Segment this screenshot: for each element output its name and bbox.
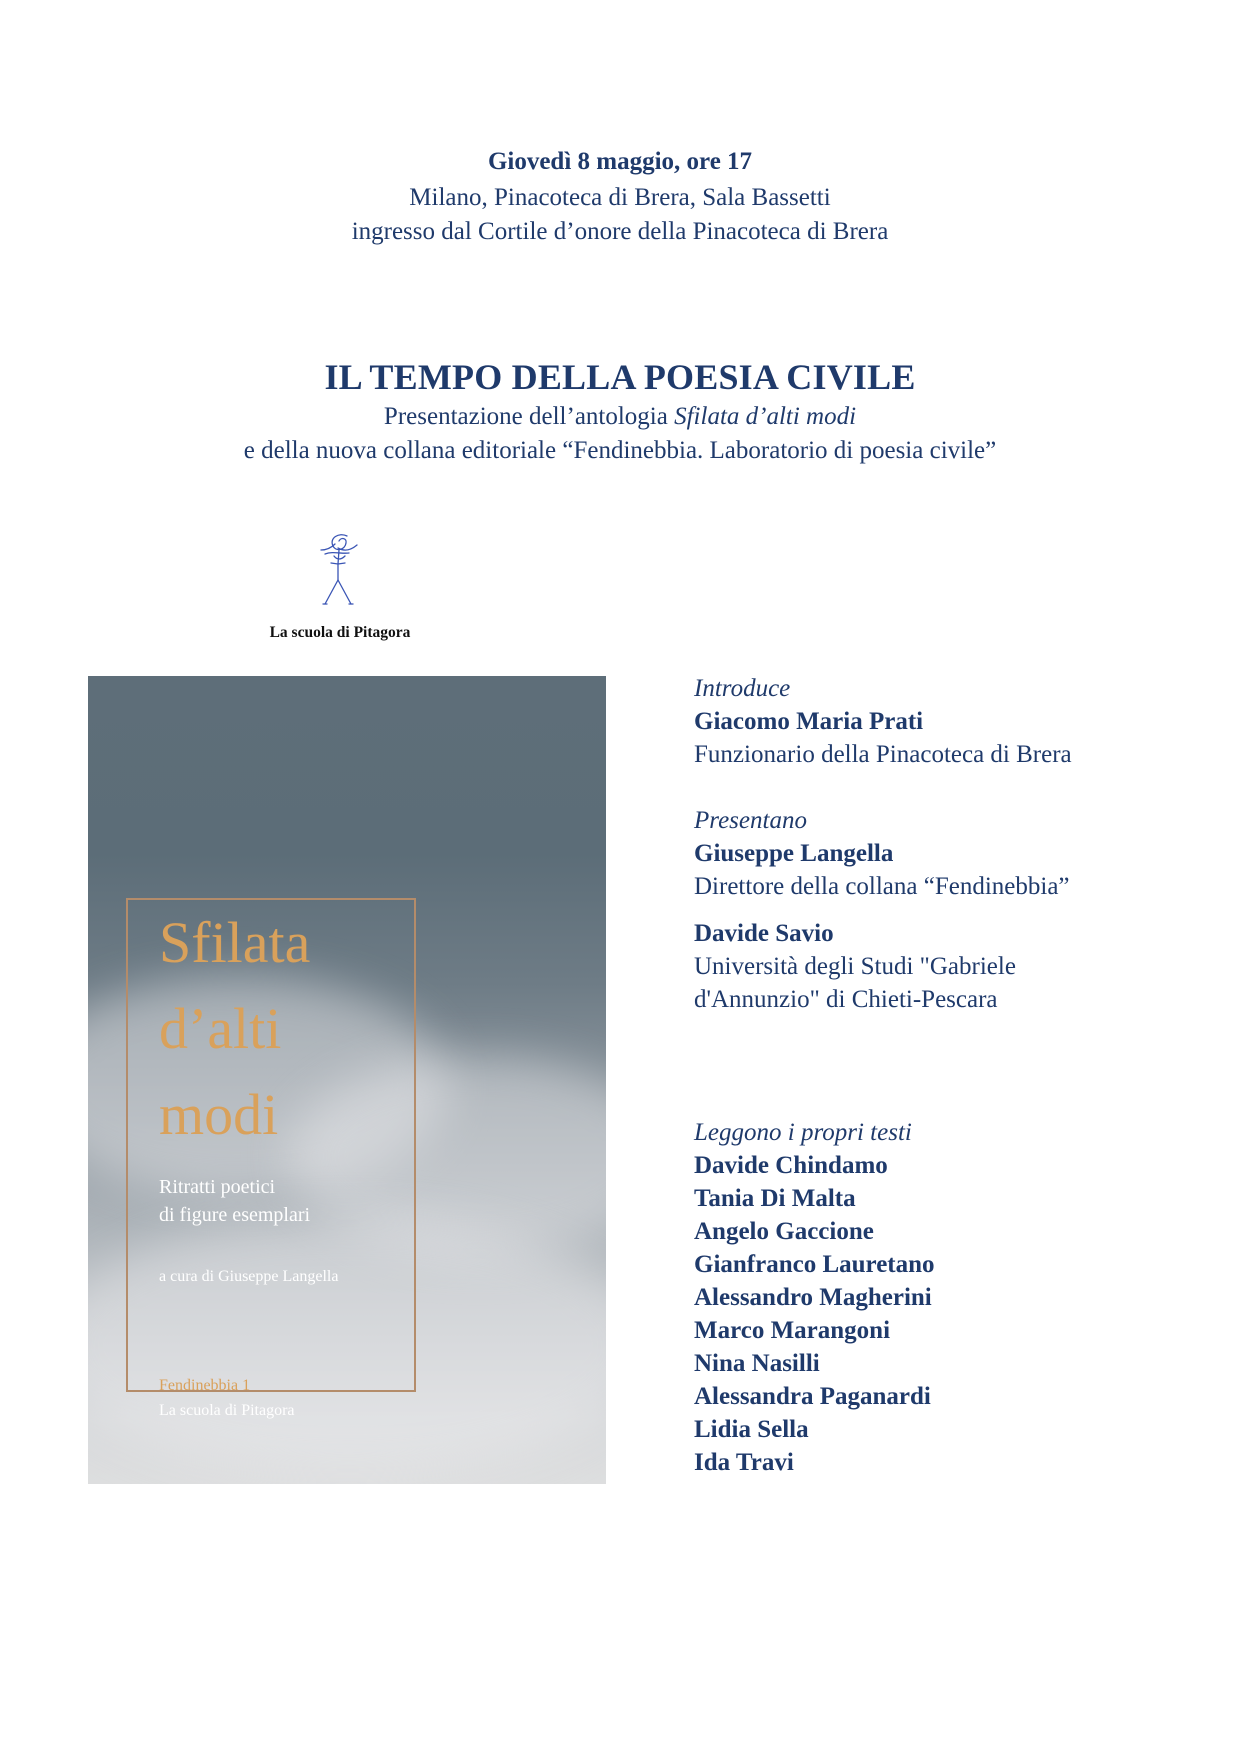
book-cover [88,676,606,1484]
event-title: IL TEMPO DELLA POESIA CIVILE [324,357,916,397]
readers-label: Leggono i propri testi [694,1119,912,1146]
cover-series: Fendinebbia 1 [159,1377,251,1394]
event-subtitle-series: e della nuova collana editoriale “Fendinebbia. Laboratorio di poesia civile” [243,437,997,464]
cover-subtitle-line: Ritratti poetici [159,1176,276,1198]
pythagoras-figure-icon [305,530,375,620]
cover-subtitle-line: di figure esemplari [159,1204,311,1226]
speaker-name: Giuseppe Langella [694,840,894,867]
event-entrance: ingresso dal Cortile d’onore della Pinacoteca di Brera [351,218,889,245]
reader-name: Alessandra Paganardi [694,1383,931,1410]
speaker-role: d'Annunzio" di Chieti-Pescara [694,986,998,1013]
cover-title-line: modi [159,1082,279,1147]
introduce-label: Introduce [694,675,791,702]
cover-title-line: Sfilata [159,910,311,975]
speaker-name: Davide Savio [694,920,834,947]
cover-publisher: La scuola di Pitagora [159,1402,295,1419]
introducer-role: Funzionario della Pinacoteca di Brera [694,741,1072,768]
reader-name: Davide Chindamo [694,1152,888,1179]
event-date: Giovedì 8 maggio, ore 17 [487,148,753,175]
reader-name: Tania Di Malta [694,1185,856,1212]
speaker-role: Università degli Studi "Gabriele [694,953,1016,980]
logo-text: La scuola di Pitagora [269,624,411,641]
presentano-label: Presentano [694,807,807,834]
reader-name: Alessandro Magherini [694,1284,932,1311]
reader-name: Gianfranco Lauretano [694,1251,935,1278]
book-title: Sfilata d’alti modi [674,403,857,430]
event-subtitle [0,400,1240,433]
reader-name: Ida Travi [694,1449,794,1476]
subtitle-prefix: Presentazione dell’antologia [383,403,675,430]
cover-editor: a cura di Giuseppe Langella [159,1268,339,1285]
reader-name: Lidia Sella [694,1416,809,1443]
event-venue: Milano, Pinacoteca di Brera, Sala Bassetti [409,184,831,211]
speaker-role: Direttore della collana “Fendinebbia” [694,873,1070,900]
reader-name: Marco Marangoni [694,1317,891,1344]
reader-name: Angelo Gaccione [694,1218,874,1245]
cover-title-line: d’alti [159,996,282,1061]
reader-name: Nina Nasilli [694,1350,820,1377]
publisher-logo [260,530,420,645]
introducer-name: Giacomo Maria Prati [694,708,924,735]
